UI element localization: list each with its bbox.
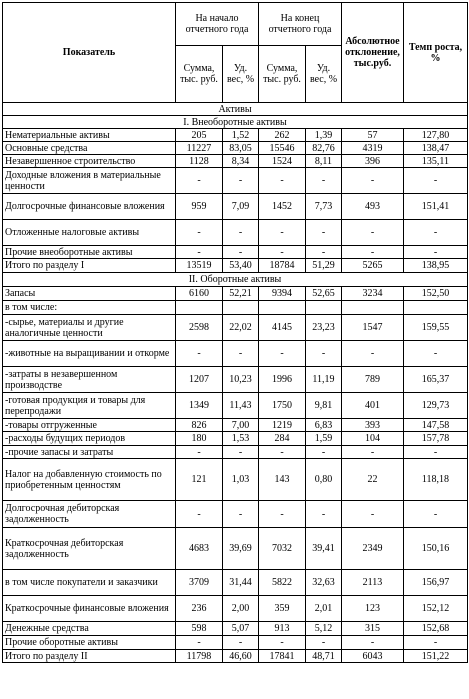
growth-rate: - — [404, 168, 468, 194]
abs-deviation: - — [342, 446, 404, 459]
start-sum: 2598 — [176, 315, 223, 341]
table-row — [3, 650, 468, 663]
end-weight: - — [306, 168, 342, 194]
growth-rate: - — [404, 341, 468, 367]
growth-rate: 151,41 — [404, 194, 468, 220]
end-weight: 23,23 — [306, 315, 342, 341]
end-sum: 143 — [259, 459, 306, 501]
end-sum: 7032 — [259, 528, 306, 570]
table-row — [3, 287, 468, 301]
end-weight: - — [306, 501, 342, 528]
table-row — [3, 142, 468, 155]
end-weight: 2,01 — [306, 596, 342, 622]
header-start-weight: Уд. вес, % — [223, 46, 259, 103]
abs-deviation: 1547 — [342, 315, 404, 341]
end-sum — [259, 301, 306, 315]
table-row — [3, 155, 468, 168]
growth-rate: 118,18 — [404, 459, 468, 501]
growth-rate: 152,12 — [404, 596, 468, 622]
start-weight: 7,09 — [223, 194, 259, 220]
start-weight: - — [223, 246, 259, 259]
growth-rate: 165,37 — [404, 367, 468, 393]
growth-rate: - — [404, 446, 468, 459]
growth-rate: 156,97 — [404, 570, 468, 596]
growth-rate: - — [404, 220, 468, 246]
row-name: Доходные вложения в материальные ценности — [3, 168, 176, 194]
table-row — [3, 367, 468, 393]
table-row — [3, 194, 468, 220]
end-weight: 11,19 — [306, 367, 342, 393]
growth-rate: - — [404, 636, 468, 650]
abs-deviation: 393 — [342, 419, 404, 432]
row-name: Запасы — [3, 287, 176, 301]
start-sum: 3709 — [176, 570, 223, 596]
growth-rate: - — [404, 246, 468, 259]
start-sum: 180 — [176, 432, 223, 446]
start-sum: 1349 — [176, 393, 223, 419]
table-row — [3, 622, 468, 636]
table-row — [3, 570, 468, 596]
end-sum: 4145 — [259, 315, 306, 341]
start-sum: 205 — [176, 129, 223, 142]
row-name: Основные средства — [3, 142, 176, 155]
table-row — [3, 528, 468, 570]
start-weight: 39,69 — [223, 528, 259, 570]
row-name: Итого по разделу I — [3, 259, 176, 273]
table-row — [3, 501, 468, 528]
growth-rate: - — [404, 501, 468, 528]
end-weight: 1,39 — [306, 129, 342, 142]
row-name: Отложенные налоговые активы — [3, 220, 176, 246]
header-end-sum: Сумма, тыс. руб. — [259, 46, 306, 103]
end-sum: 262 — [259, 129, 306, 142]
table-row — [3, 459, 468, 501]
end-weight: - — [306, 446, 342, 459]
start-sum: - — [176, 636, 223, 650]
row-name: -сырье, материалы и другие аналогичные ценности — [3, 315, 176, 341]
header-start-sum: Сумма, тыс. руб. — [176, 46, 223, 103]
end-sum: 1219 — [259, 419, 306, 432]
table-row — [3, 259, 468, 273]
start-weight: 10,23 — [223, 367, 259, 393]
end-sum: - — [259, 220, 306, 246]
abs-deviation: 4319 — [342, 142, 404, 155]
end-sum: - — [259, 501, 306, 528]
start-sum: 6160 — [176, 287, 223, 301]
abs-deviation: 2349 — [342, 528, 404, 570]
end-weight: 7,73 — [306, 194, 342, 220]
abs-deviation: - — [342, 220, 404, 246]
start-sum: 959 — [176, 194, 223, 220]
table-row — [3, 393, 468, 419]
row-name: Налог на добавленную стоимость по приобретенным ценностям — [3, 459, 176, 501]
end-weight: 32,63 — [306, 570, 342, 596]
start-weight: 83,05 — [223, 142, 259, 155]
start-sum: - — [176, 446, 223, 459]
table-row — [3, 636, 468, 650]
growth-rate: 157,78 — [404, 432, 468, 446]
end-weight: 8,11 — [306, 155, 342, 168]
row-name: в том числе покупатели и заказчики — [3, 570, 176, 596]
abs-deviation: - — [342, 636, 404, 650]
end-sum: - — [259, 446, 306, 459]
start-sum: 121 — [176, 459, 223, 501]
abs-deviation: - — [342, 341, 404, 367]
start-weight: - — [223, 446, 259, 459]
table-body — [3, 103, 468, 663]
table-row — [3, 168, 468, 194]
row-name: Прочие внеоборотные активы — [3, 246, 176, 259]
section-title: II. Оборотные активы — [3, 273, 468, 287]
start-sum: - — [176, 168, 223, 194]
row-name: Краткосрочная дебиторская задолженность — [3, 528, 176, 570]
start-weight: 5,07 — [223, 622, 259, 636]
start-sum: 11227 — [176, 142, 223, 155]
row-name: -животные на выращивании и откорме — [3, 341, 176, 367]
start-sum: 11798 — [176, 650, 223, 663]
abs-deviation — [342, 301, 404, 315]
start-sum: 598 — [176, 622, 223, 636]
abs-deviation: 401 — [342, 393, 404, 419]
row-name: Итого по разделу II — [3, 650, 176, 663]
start-weight: - — [223, 341, 259, 367]
growth-rate: 150,16 — [404, 528, 468, 570]
table-row — [3, 315, 468, 341]
growth-rate: 138,47 — [404, 142, 468, 155]
row-name: Долгосрочные финансовые вложения — [3, 194, 176, 220]
end-sum: 1452 — [259, 194, 306, 220]
start-sum: 236 — [176, 596, 223, 622]
growth-rate: 127,80 — [404, 129, 468, 142]
end-sum: - — [259, 341, 306, 367]
end-weight: 39,41 — [306, 528, 342, 570]
growth-rate: 152,68 — [404, 622, 468, 636]
row-name: -затраты в незавершенном производстве — [3, 367, 176, 393]
start-sum: - — [176, 246, 223, 259]
start-sum: - — [176, 220, 223, 246]
start-sum: 1207 — [176, 367, 223, 393]
start-weight: 46,60 — [223, 650, 259, 663]
abs-deviation: 22 — [342, 459, 404, 501]
start-weight: 22,02 — [223, 315, 259, 341]
end-weight: - — [306, 246, 342, 259]
growth-rate: 152,50 — [404, 287, 468, 301]
start-sum: 1128 — [176, 155, 223, 168]
balance-table-container — [2, 2, 467, 663]
abs-deviation: 2113 — [342, 570, 404, 596]
assets-title: Активы — [3, 103, 468, 116]
end-weight: 82,76 — [306, 142, 342, 155]
end-sum: 18784 — [259, 259, 306, 273]
growth-rate: 159,55 — [404, 315, 468, 341]
end-sum: 284 — [259, 432, 306, 446]
start-weight: 52,21 — [223, 287, 259, 301]
section-title: I. Внеоборотные активы — [3, 116, 468, 129]
table-row — [3, 246, 468, 259]
growth-rate — [404, 301, 468, 315]
balance-analysis-table — [2, 2, 468, 663]
start-sum: - — [176, 341, 223, 367]
table-row — [3, 341, 468, 367]
row-name: Денежные средства — [3, 622, 176, 636]
end-sum: 1750 — [259, 393, 306, 419]
row-name: Прочие оборотные активы — [3, 636, 176, 650]
row-name: -расходы будущих периодов — [3, 432, 176, 446]
table-row — [3, 596, 468, 622]
end-weight: 0,80 — [306, 459, 342, 501]
abs-deviation: - — [342, 168, 404, 194]
end-sum: - — [259, 636, 306, 650]
table-row — [3, 220, 468, 246]
end-weight: 48,71 — [306, 650, 342, 663]
header-indicator: Показатель — [3, 3, 176, 103]
abs-deviation: 5265 — [342, 259, 404, 273]
growth-rate: 129,73 — [404, 393, 468, 419]
end-sum: 15546 — [259, 142, 306, 155]
abs-deviation: 315 — [342, 622, 404, 636]
abs-deviation: - — [342, 246, 404, 259]
table-row — [3, 129, 468, 142]
start-weight: - — [223, 501, 259, 528]
abs-deviation: 6043 — [342, 650, 404, 663]
start-weight — [223, 301, 259, 315]
row-name: Нематериальные активы — [3, 129, 176, 142]
start-sum: 13519 — [176, 259, 223, 273]
end-weight: 5,12 — [306, 622, 342, 636]
start-weight: 7,00 — [223, 419, 259, 432]
growth-rate: 138,95 — [404, 259, 468, 273]
start-weight: - — [223, 220, 259, 246]
start-weight: - — [223, 168, 259, 194]
row-name: -товары отгруженные — [3, 419, 176, 432]
table-row — [3, 446, 468, 459]
end-sum: 1996 — [259, 367, 306, 393]
growth-rate: 147,58 — [404, 419, 468, 432]
growth-rate: 151,22 — [404, 650, 468, 663]
growth-rate: 135,11 — [404, 155, 468, 168]
abs-deviation: 789 — [342, 367, 404, 393]
abs-deviation: 57 — [342, 129, 404, 142]
end-weight: 6,83 — [306, 419, 342, 432]
header-start-year: На начало отчетного года — [176, 3, 259, 46]
end-weight: 1,59 — [306, 432, 342, 446]
row-name: -прочие запасы и затраты — [3, 446, 176, 459]
row-name: Долгосрочная дебиторская задолженность — [3, 501, 176, 528]
end-weight: - — [306, 341, 342, 367]
table-row — [3, 419, 468, 432]
abs-deviation: 123 — [342, 596, 404, 622]
header-abs-deviation: Абсолютное отклонение, тыс.руб. — [342, 3, 404, 103]
header-growth-rate: Темп роста, % — [404, 3, 468, 103]
start-weight: 1,52 — [223, 129, 259, 142]
table-row — [3, 432, 468, 446]
end-weight: 51,29 — [306, 259, 342, 273]
start-sum: - — [176, 501, 223, 528]
start-weight: - — [223, 636, 259, 650]
end-sum: 17841 — [259, 650, 306, 663]
end-sum: 359 — [259, 596, 306, 622]
start-sum — [176, 301, 223, 315]
start-sum: 826 — [176, 419, 223, 432]
row-name: -готовая продукция и товары для перепродажи — [3, 393, 176, 419]
start-weight: 53,40 — [223, 259, 259, 273]
start-weight: 11,43 — [223, 393, 259, 419]
end-sum: - — [259, 168, 306, 194]
row-name: в том числе: — [3, 301, 176, 315]
start-weight: 31,44 — [223, 570, 259, 596]
abs-deviation: 104 — [342, 432, 404, 446]
end-sum: 5822 — [259, 570, 306, 596]
abs-deviation: - — [342, 501, 404, 528]
start-weight: 1,53 — [223, 432, 259, 446]
abs-deviation: 396 — [342, 155, 404, 168]
table-row — [3, 301, 468, 315]
header-end-weight: Уд. вес, % — [306, 46, 342, 103]
end-weight: 9,81 — [306, 393, 342, 419]
row-name: Незавершенное строительство — [3, 155, 176, 168]
header-end-year: На конец отчетного года — [259, 3, 342, 46]
end-sum: 913 — [259, 622, 306, 636]
abs-deviation: 493 — [342, 194, 404, 220]
end-weight: - — [306, 220, 342, 246]
start-sum: 4683 — [176, 528, 223, 570]
end-weight: - — [306, 636, 342, 650]
row-name: Краткосрочные финансовые вложения — [3, 596, 176, 622]
start-weight: 1,03 — [223, 459, 259, 501]
end-weight: 52,65 — [306, 287, 342, 301]
end-sum: - — [259, 246, 306, 259]
start-weight: 2,00 — [223, 596, 259, 622]
start-weight: 8,34 — [223, 155, 259, 168]
end-weight — [306, 301, 342, 315]
abs-deviation: 3234 — [342, 287, 404, 301]
end-sum: 9394 — [259, 287, 306, 301]
end-sum: 1524 — [259, 155, 306, 168]
